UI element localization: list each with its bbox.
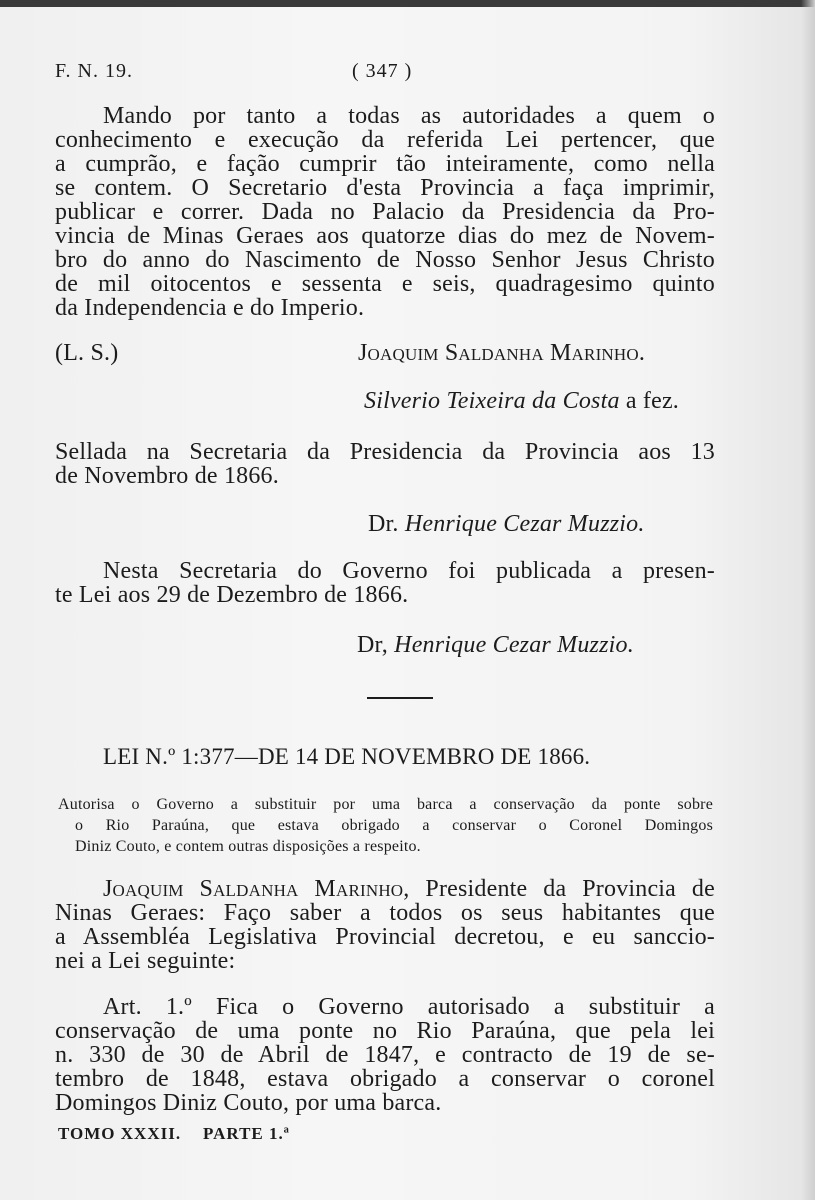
para1-line: vincia de Minas Geraes aos quatorze dias do mez de Novem- bbox=[55, 223, 715, 249]
sealed-line: de Novembro de 1866. bbox=[55, 463, 279, 489]
article1-line: tembro de 1848, estava obrigado a conservar o coronel bbox=[55, 1066, 715, 1092]
para1-line: da Independencia e do Imperio. bbox=[55, 295, 365, 321]
summary-line: Diniz Couto, e contem outras disposições a respeito. bbox=[75, 838, 421, 855]
para1-line: publicar e correr. Dada no Palacio da Presidencia da Pro- bbox=[55, 199, 715, 225]
para1-line: Mando por tanto a todas as autoridades a quem o bbox=[103, 103, 715, 129]
signature-name: Henrique Cezar Muzzio. bbox=[404, 511, 645, 537]
header-left: F. N. 19. bbox=[55, 60, 133, 82]
page-number: ( 347 ) bbox=[352, 60, 413, 82]
footer-volume: TOMO XXXII. bbox=[58, 1124, 182, 1143]
para1-line: conhecimento e execução da referida Lei pertencer, que bbox=[55, 127, 715, 153]
article1-line: Art. 1.º Fica o Governo autorisado a substituir a bbox=[103, 994, 715, 1020]
para1-line: se contem. O Secretario d'esta Provincia a faça imprimir, bbox=[55, 175, 715, 201]
para1-line: de mil oitocentos e sessenta e seis, quadragesimo quinto bbox=[55, 271, 715, 297]
law-title: LEI N.º 1:377—DE 14 DE NOVEMBRO DE 1866. bbox=[103, 744, 591, 769]
published-line: Nesta Secretaria do Governo foi publicada a presen- bbox=[103, 558, 715, 584]
scan-top-edge bbox=[0, 0, 815, 7]
signature-name: Henrique Cezar Muzzio. bbox=[394, 632, 634, 658]
signature-secretary bbox=[364, 388, 679, 414]
intro-text: Presidente da Provincia de bbox=[425, 876, 715, 902]
signature-prefix: Dr, bbox=[357, 632, 388, 658]
para1-line: bro do anno do Nascimento de Nosso Senhor Jesus Christo bbox=[55, 247, 715, 273]
article1-line: Domingos Diniz Couto, por uma barca. bbox=[55, 1090, 442, 1116]
footer-part: PARTE 1.ª bbox=[203, 1124, 290, 1143]
signature-muzzio-1 bbox=[368, 511, 645, 537]
summary-line: Autorisa o Governo a substituir por uma barca a conservação da ponte sobre bbox=[58, 796, 713, 813]
para1-line: a cumprão, e fação cumprir tão inteiramente, como nella bbox=[55, 151, 715, 177]
article1-line: n. 330 de 30 de Abril de 1847, e contracto de 19 de se- bbox=[55, 1042, 715, 1068]
intro-name: Joaquim Saldanha Marinho, bbox=[103, 876, 410, 902]
sealed-line: Sellada na Secretaria da Presidencia da Provincia aos 13 bbox=[55, 439, 715, 465]
signature-president: Joaquim Saldanha Marinho. bbox=[358, 340, 646, 366]
intro-line: a Assembléa Legislativa Provincial decretou, e eu sanccio- bbox=[55, 924, 715, 950]
intro-line: nei a Lei seguinte: bbox=[55, 948, 236, 974]
signature-secretary-name: Silverio Teixeira da Costa bbox=[364, 388, 620, 414]
published-line: te Lei aos 29 de Dezembro de 1866. bbox=[55, 582, 409, 608]
article1-line: conservação de uma ponte no Rio Paraúna, que pela lei bbox=[55, 1018, 715, 1044]
signature-muzzio-2 bbox=[357, 632, 634, 658]
scan-right-edge bbox=[801, 0, 815, 1200]
signature-prefix: Dr. bbox=[368, 511, 399, 537]
signature-secretary-suffix: a fez. bbox=[625, 388, 680, 414]
section-divider bbox=[367, 697, 433, 699]
intro-line-1 bbox=[103, 876, 715, 902]
intro-line: Ninas Geraes: Faço saber a todos os seus habitantes que bbox=[55, 900, 715, 926]
summary-line: o Rio Paraúna, que estava obrigado a conservar o Coronel Domingos bbox=[75, 817, 713, 834]
seal-mark: (L. S.) bbox=[55, 340, 119, 366]
